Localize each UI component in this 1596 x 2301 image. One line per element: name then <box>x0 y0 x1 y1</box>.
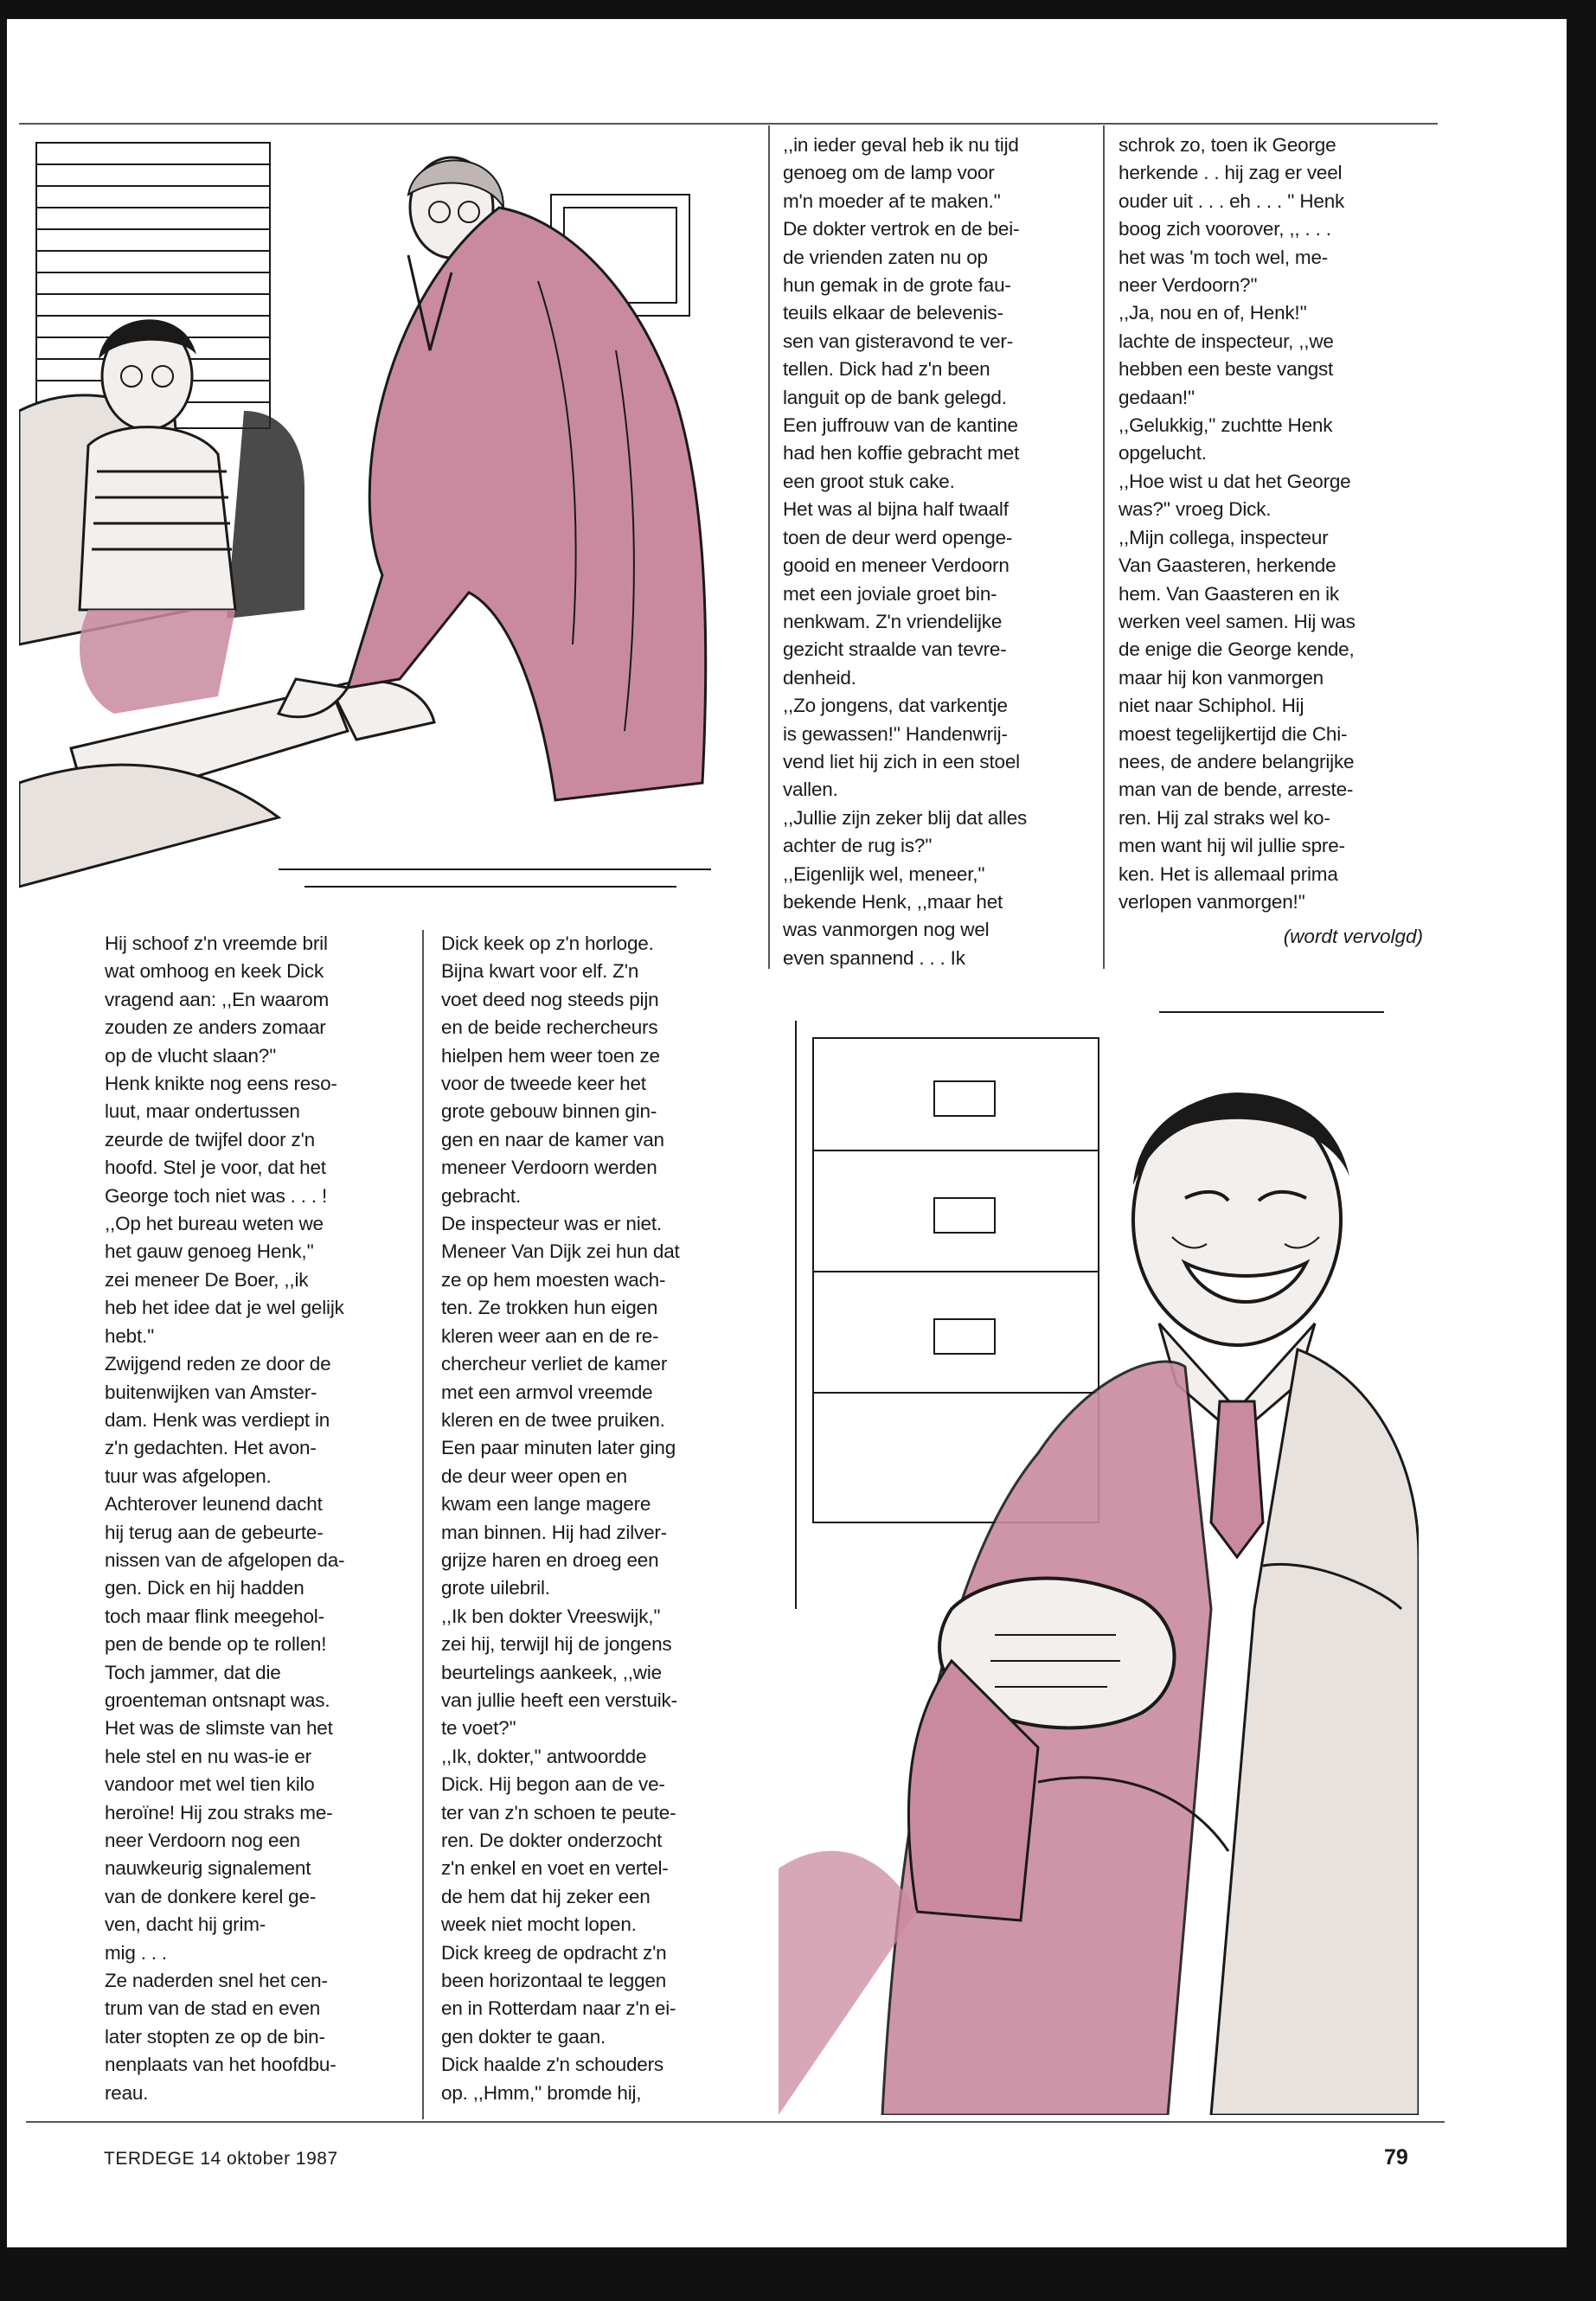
page-number: 79 <box>1384 2145 1408 2170</box>
publication-footer: TERDEGE 14 oktober 1987 <box>104 2149 338 2169</box>
scan-border-bottom <box>0 2247 1596 2301</box>
article-column-2: Dick keek op z'n horloge. Bijna kwart voor elf. Z'n voet deed nog steeds pijn en de beide rechercheurs hielpen hem weer toen ze voor de tweede keer het grote gebouw binnen gin- gen en naar de kamer van meneer Verdoorn werden gebracht. De inspecteur was er niet. Meneer Van Dijk zei hun dat ze op hem moesten wach- ten. Ze trokken hun eigen kleren weer aan en de re- chercheur verliet de kamer met een armvol vreemde kleren en de twee pruiken. Een paar minuten later ging de deur weer open en kwam een lange magere man binnen. Hij had zilver- grijze haren en droeg een grote uilebril. ,,Ik ben dokter Vreeswijk,'' zei hij, terwijl hij de jongens beurtelings aankeek, ,,wie van jullie heeft een verstuik- te voet?'' ,,Ik, dokter,'' antwoordde Dick. Hij begon aan de ve- ter van z'n schoen te peute- ren. De dokter onderzocht z'n enkel en voet en vertel- de hem dat hij zeker een week niet mocht lopen. Dick kreeg de opdracht z'n been horizontaal te leggen en in Rotterdam naar z'n ei- gen dokter te gaan. Dick haalde z'n schouders op. ,,Hmm,'' bromde hij, <box>441 933 680 2104</box>
top-rule <box>19 123 1438 125</box>
to-be-continued-note: (wordt vervolgd) <box>1283 926 1423 947</box>
article-column-3: ,,in ieder geval heb ik nu tijd genoeg om de lamp voor m'n moeder af te maken.'' De dokter vertrok en de bei- de vrienden zaten nu op hun gemak in de grote fau- teuils elkaar de belevenis- sen van gisteravond te ver- tellen. Dick had z'n been languit op de bank gelegd. Een juffrouw van de kantine had hen koffie gebracht met een groot stuk cake. Het was al bijna half twaalf toen de deur werd openge- gooid en meneer Verdoorn met een joviale groet bin- nenkwam. Z'n vriendelijke gezicht straalde van tevre- denheid. ,,Zo jongens, dat varkentje is gewassen!'' Handenwrij- vend liet hij zich in een stoel vallen. ,,Jullie zijn zeker blij dat alles achter de rug is?'' ,,Eigenlijk wel, meneer,'' bekende Henk, ,,maar het was vanmorgen nog wel even spannend . . . Ik <box>783 134 1028 969</box>
scan-border-top <box>0 0 1596 19</box>
article-column-1: Hij schoof z'n vreemde bril wat omhoog en keek Dick vragend aan: ,,En waarom zouden ze anders zomaar op de vlucht slaan?'' Henk knikte nog eens reso- luut, maar ondertussen zeurde de twijfel door z'n hoofd. Stel je voor, dat het George toch niet was . . . ! ,,Op het bureau weten we het gauw genoeg Henk,'' zei meneer De Boer, ,,ik heb het idee dat je wel gelijk hebt.'' Zwijgend reden ze door de buitenwijken van Amster- dam. Henk was verdiept in z'n gedachten. Het avon- tuur was afgelopen. Achterover leunend dacht hij terug aan de gebeurte- nissen van de afgelopen da- gen. Dick en hij hadden toch maar flink meegehol- pen de bende op te rollen! Toch jammer, dat die groenteman ontsnapt was. Het was de slimste van het hele stel en nu was-ie er vandoor met wel tien kilo heroïne! Hij zou straks me- neer Verdoorn nog een nauwkeurig signalement van de donkere kerel ge- ven, dacht hij grim- mig . . . Ze naderden snel het cen- trum van de stad en even later stopten ze op de bin- nenplaats van het hoofdbu- reau. <box>105 933 345 2104</box>
column-rule <box>768 125 770 969</box>
column-rule <box>1103 125 1105 969</box>
illustration-doctor-examining-boy <box>19 125 747 904</box>
illustration-laughing-inspector <box>779 1003 1419 2115</box>
article-column-4: schrok zo, toen ik George herkende . . hij zag er veel ouder uit . . . eh . . . '' Henk boog zich voorover, ,, . . . het was 'm toch wel, me- neer Verdoorn?'' ,,Ja, nou en of, Henk!'' lachte de inspecteur, ,,we hebben een beste vangst gedaan!'' ,,Gelukkig,'' zuchtte Henk opgelucht. ,,Hoe wist u dat het George was?'' vroeg Dick. ,,Mijn collega, inspecteur Van Gaasteren, herkende hem. Van Gaasteren en ik werken veel samen. Hij was de enige die George kende, maar hij kon vanmorgen niet naar Schiphol. Hij moest tegelijkertijd die Chi- nees, de andere belangrijke man van de bende, arreste- ren. Hij zal straks wel ko- men want hij wil jullie spre- ken. Het is allemaal prima verlopen vanmorgen!'' <box>1118 134 1356 913</box>
column-rule <box>422 930 424 2119</box>
scan-border-left <box>0 0 7 2301</box>
scan-border-right <box>1567 0 1596 2266</box>
bottom-rule <box>26 2121 1445 2123</box>
